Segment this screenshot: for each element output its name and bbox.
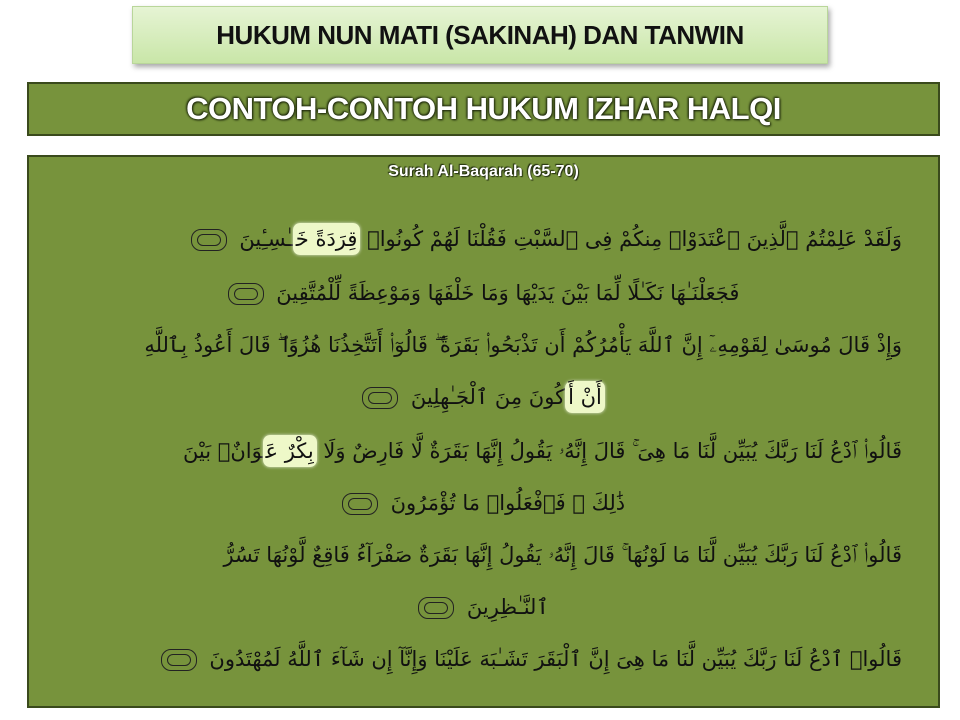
verse-text: ذَٰلِكَ ۖ فَٱفْعَلُوا۟ مَا تُؤْمَرُونَ <box>390 491 626 515</box>
section-title: CONTOH-CONTOH HUKUM IZHAR HALQI <box>27 82 940 136</box>
verse-text: قَالُوا۟ ٱدْعُ لَنَا رَبَّكَ يُبَيِّن لَّنَا مَا هِىَ ۚ قَالَ إِنَّهُۥ يَقُولُ إِنَّهَا بَقَرَةٌ لَّا فَارِضٌ وَلَا <box>316 439 902 463</box>
verse-line-4 <box>29 385 938 409</box>
izhar-highlight: أَنْ أَ <box>565 381 605 413</box>
verse-text: ٱلنَّـٰظِرِينَ <box>466 595 549 619</box>
verse-line-6 <box>29 491 938 515</box>
verse-text: وَانٌۢ بَيْنَ <box>182 439 263 463</box>
verse-line-2 <box>29 281 938 305</box>
izhar-highlight: قِرَدَةً خَ <box>293 223 361 255</box>
verse-line-1 <box>191 227 902 251</box>
verse-text: وَلَقَدْ عَلِمْتُمُ ٱلَّذِينَ ٱعْتَدَوْا۟ مِنكُمْ فِى ٱلسَّبْتِ فَقُلْنَا لَهُمْ كُونُوا۟ <box>360 227 902 251</box>
verse-text: ـٰسِـِٔينَ <box>239 227 293 251</box>
ayah-end-icon <box>342 493 378 515</box>
verse-line-3 <box>144 333 902 358</box>
verses-panel <box>27 155 940 708</box>
verse-line-5 <box>183 439 902 464</box>
surah-label: Surah Al-Baqarah (65-70) <box>388 163 579 180</box>
ayah-end-icon <box>161 649 197 671</box>
izhar-highlight: بِكْرٌ عَ <box>263 435 317 467</box>
verse-text: قَالُوا۟ ٱدْعُ لَنَا رَبَّكَ يُبَيِّن لَّنَا مَا هِىَ إِنَّ ٱلْبَقَرَ تَشَـٰبَهَ عَلَيْنَا وَإِنَّآ إِن شَآءَ ٱللَّهُ لَمُهْتَدُونَ <box>209 647 902 671</box>
verse-line-9 <box>161 647 902 671</box>
verse-text: وَإِذْ قَالَ مُوسَىٰ لِقَوْمِهِۦٓ إِنَّ ٱللَّهَ يَأْمُرُكُمْ أَن تَذْبَحُوا۟ بَقَرَةً ۖ قَالُوٓا۟ أَتَتَّخِذُنَا هُزُوًا ۖ قَالَ أَعُوذُ بِٱللَّهِ <box>144 333 902 357</box>
verse-text: قَالُوا۟ ٱدْعُ لَنَا رَبَّكَ يُبَيِّن لَّنَا مَا لَوْنُهَا ۚ قَالَ إِنَّهُۥ يَقُولُ إِنَّهَا بَقَرَةٌ صَفْرَآءُ فَاقِعٌ لَّوْنُهَا تَسُرُّ <box>223 543 902 567</box>
verse-line-8 <box>29 595 938 619</box>
ayah-end-icon <box>191 229 227 251</box>
ayah-end-icon <box>418 597 454 619</box>
ayah-end-icon <box>228 283 264 305</box>
page-title: HUKUM NUN MATI (SAKINAH) DAN TANWIN <box>132 6 828 64</box>
ayah-end-icon <box>362 387 398 409</box>
verse-text: فَجَعَلْنَـٰهَا نَكَـٰلًا لِّمَا بَيْنَ يَدَيْهَا وَمَا خَلْفَهَا وَمَوْعِظَةً لِّلْمُتَّقِينَ <box>276 281 740 305</box>
verse-line-7 <box>223 543 902 568</box>
verse-text: كُونَ مِنَ ٱلْجَـٰهِلِينَ <box>410 385 566 409</box>
